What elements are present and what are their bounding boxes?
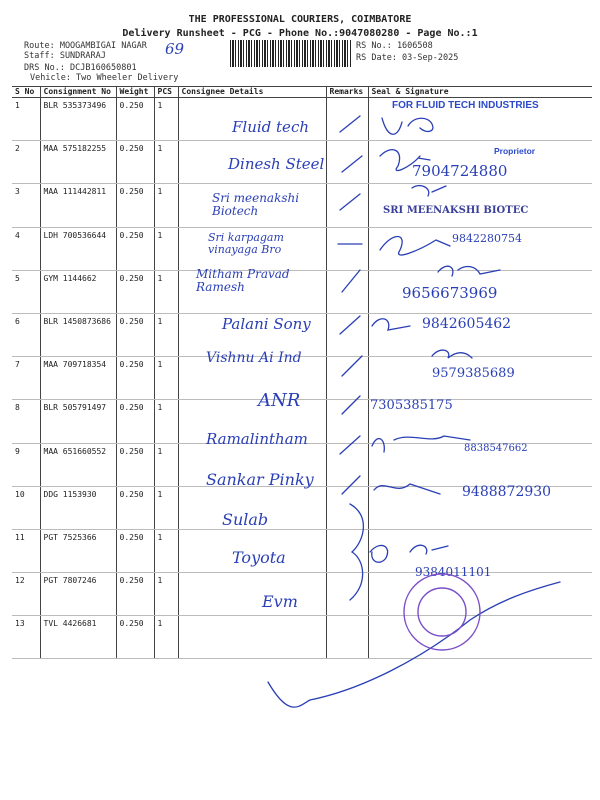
signature [432,350,472,358]
row-sno: 10 [12,486,40,529]
handwritten-consignee: Dinesh Steel [228,155,325,173]
row-pcs: 1 [154,270,178,313]
remark-tick [342,156,362,172]
signature [380,150,430,171]
remark-tick [340,194,360,210]
remark-tick [342,396,360,414]
handwritten-consignee: Mitham Pravad Ramesh [196,267,290,294]
handwritten-phone: 7904724880 [412,162,508,180]
row-pcs: 1 [154,227,178,270]
handwritten-consignee: Sulab [222,510,269,529]
row-sno: 1 [12,98,40,141]
row-weight: 0.250 [116,529,154,572]
remark-tick [340,116,360,132]
handwritten-consignee: Evm [262,592,298,611]
handwritten-consignee: Fluid tech [232,118,309,136]
row-weight: 0.250 [116,616,154,659]
row-consignment: MAA 111442811 [40,184,116,227]
row-pcs: 1 [154,400,178,443]
handwritten-consignee: Sri karpagam vinayaga Bro [208,231,284,256]
route-label: Route: MOOGAMBIGAI NAGAR [24,41,147,51]
handwritten-consignee: Ramalintham [206,430,308,448]
signature [438,266,500,276]
remark-tick [340,436,360,454]
row-consignment: GYM 1144662 [40,270,116,313]
row-weight: 0.250 [116,98,154,141]
row-weight: 0.250 [116,184,154,227]
signature [374,484,440,494]
signature [412,186,446,196]
row-consignment: DDG 1153930 [40,486,116,529]
rs-date: RS Date: 03-Sep-2025 [356,53,459,63]
company-stamp: FOR FLUID TECH INDUSTRIES [392,100,539,111]
signature [370,545,388,562]
seal-circle [404,574,480,650]
handwritten-consignee: ANR [258,390,301,411]
row-sno: 2 [12,141,40,184]
handwritten-phone: 9488872930 [462,484,552,500]
row-weight: 0.250 [116,270,154,313]
row-pcs: 1 [154,357,178,400]
signature [382,118,433,134]
row-weight: 0.250 [116,573,154,616]
row-sno: 12 [12,573,40,616]
signature [410,545,448,554]
row-consignment: TVL 4426681 [40,616,116,659]
col-weight: Weight [116,87,154,98]
row-consignment: MAA 575182255 [40,141,116,184]
seal-inner-circle [418,588,466,636]
handwritten-consignee: Sri meenakshi Biotech [212,191,300,218]
handwritten-phone: 8838547662 [464,443,528,454]
row-sno: 3 [12,184,40,227]
handwritten-phone: 7305385175 [370,398,453,413]
handwritten-consignee: Vishnu Ai Ind [206,350,302,366]
row-consignment: BLR 535373496 [40,98,116,141]
row-sno: 9 [12,443,40,486]
row-consignment: MAA 651660552 [40,443,116,486]
row-weight: 0.250 [116,227,154,270]
row-pcs: 1 [154,486,178,529]
signature [372,319,410,330]
row-sno: 4 [12,227,40,270]
row-sno: 13 [12,616,40,659]
runsheet-subtitle: Delivery Runsheet - PCG - Phone No.:9047080280 - Page No.:1 [122,28,478,39]
handwritten-route-code: 69 [165,40,185,58]
company-title: THE PROFESSIONAL COURIERS, COIMBATORE [188,14,412,25]
remark-tick [342,270,360,292]
row-pcs: 1 [154,529,178,572]
signature [372,436,470,452]
row-pcs: 1 [154,184,178,227]
col-remarks: Remarks [326,87,368,98]
row-pcs: 1 [154,141,178,184]
col-sno: S No [12,87,40,98]
handwritten-consignee: Palani Sony [222,315,311,333]
row-pcs: 1 [154,313,178,356]
row-sno: 6 [12,313,40,356]
col-pcs: PCS [154,87,178,98]
company-stamp: SRI MEENAKSHI BIOTEC [383,205,529,216]
row-weight: 0.250 [116,141,154,184]
row-pcs: 1 [154,616,178,659]
row-weight: 0.250 [116,486,154,529]
row-sno: 8 [12,400,40,443]
signature [268,582,560,707]
proprietor-stamp: Proprietor [494,146,536,156]
remark-tick [342,476,360,494]
row-weight: 0.250 [116,313,154,356]
row-sno: 11 [12,529,40,572]
handwritten-phone: 9842280754 [452,232,522,245]
rs-number: RS No.: 1606508 [356,41,433,51]
row-sno: 5 [12,270,40,313]
col-seal: Seal & Signature [368,87,592,98]
row-consignment: BLR 505791497 [40,400,116,443]
row-consignment: MAA 709718354 [40,357,116,400]
staff-label: Staff: SUNDRARAJ [24,51,106,61]
handwritten-consignee: Sankar Pinky [206,470,314,489]
drs-number: DRS No.: DCJB160650801 [24,63,137,73]
handwritten-consignee: Toyota [232,548,286,567]
row-weight: 0.250 [116,357,154,400]
row-weight: 0.250 [116,400,154,443]
handwritten-phone: 9656673969 [402,284,498,302]
row-pcs: 1 [154,443,178,486]
row-consignment: PGT 7525366 [40,529,116,572]
remark-tick [340,316,360,334]
row-consignment: PGT 7807246 [40,573,116,616]
signature [380,237,450,256]
handwritten-phone: 9579385689 [432,366,515,381]
vehicle-label: Vehicle: Two Wheeler Delivery [30,73,179,83]
row-consignment: BLR 1450873686 [40,313,116,356]
row-sno: 7 [12,357,40,400]
col-consignment: Consignment No [40,87,116,98]
handwritten-phone: 9842605462 [422,316,512,332]
row-pcs: 1 [154,98,178,141]
handwritten-phone: 9384011101 [415,565,492,579]
row-weight: 0.250 [116,443,154,486]
row-pcs: 1 [154,573,178,616]
remark-brace [350,504,363,600]
remark-tick [342,356,362,376]
col-consignee: Consignee Details [178,87,326,98]
row-consignment: LDH 700536644 [40,227,116,270]
